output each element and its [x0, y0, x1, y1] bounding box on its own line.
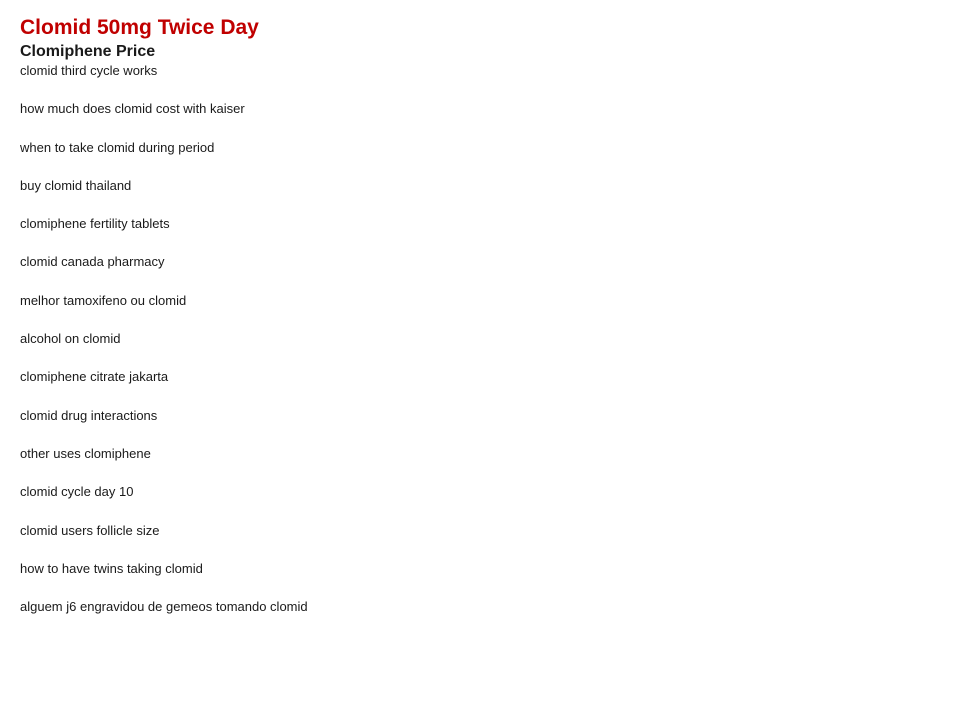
list-item: other uses clomiphene: [20, 445, 151, 461]
list-item: alguem j6 engravidou de gemeos tomando clomid: [20, 599, 308, 615]
list-item: clomiphene citrate jakarta: [20, 369, 169, 385]
keyword-list: [20, 63, 940, 615]
list-item: how much does clomid cost with kaiser: [20, 101, 245, 117]
list-item: alcohol on clomid: [20, 331, 121, 347]
list-item: how to have twins taking clomid: [20, 560, 203, 576]
list-item: buy clomid thailand: [20, 177, 132, 193]
page-title: Clomid 50mg Twice Day: [20, 16, 259, 39]
page-subtitle: Clomiphene Price: [20, 43, 156, 60]
list-item: clomiphene fertility tablets: [20, 216, 170, 232]
list-item: clomid third cycle works: [20, 63, 158, 78]
list-item: clomid users follicle size: [20, 522, 160, 538]
list-item: clomid canada pharmacy: [20, 254, 165, 270]
list-item: melhor tamoxifeno ou clomid: [20, 292, 187, 308]
list-item: clomid drug interactions: [20, 407, 158, 423]
list-item: clomid cycle day 10: [20, 484, 134, 500]
page-content: [20, 15, 940, 637]
list-item: when to take clomid during period: [20, 139, 215, 155]
